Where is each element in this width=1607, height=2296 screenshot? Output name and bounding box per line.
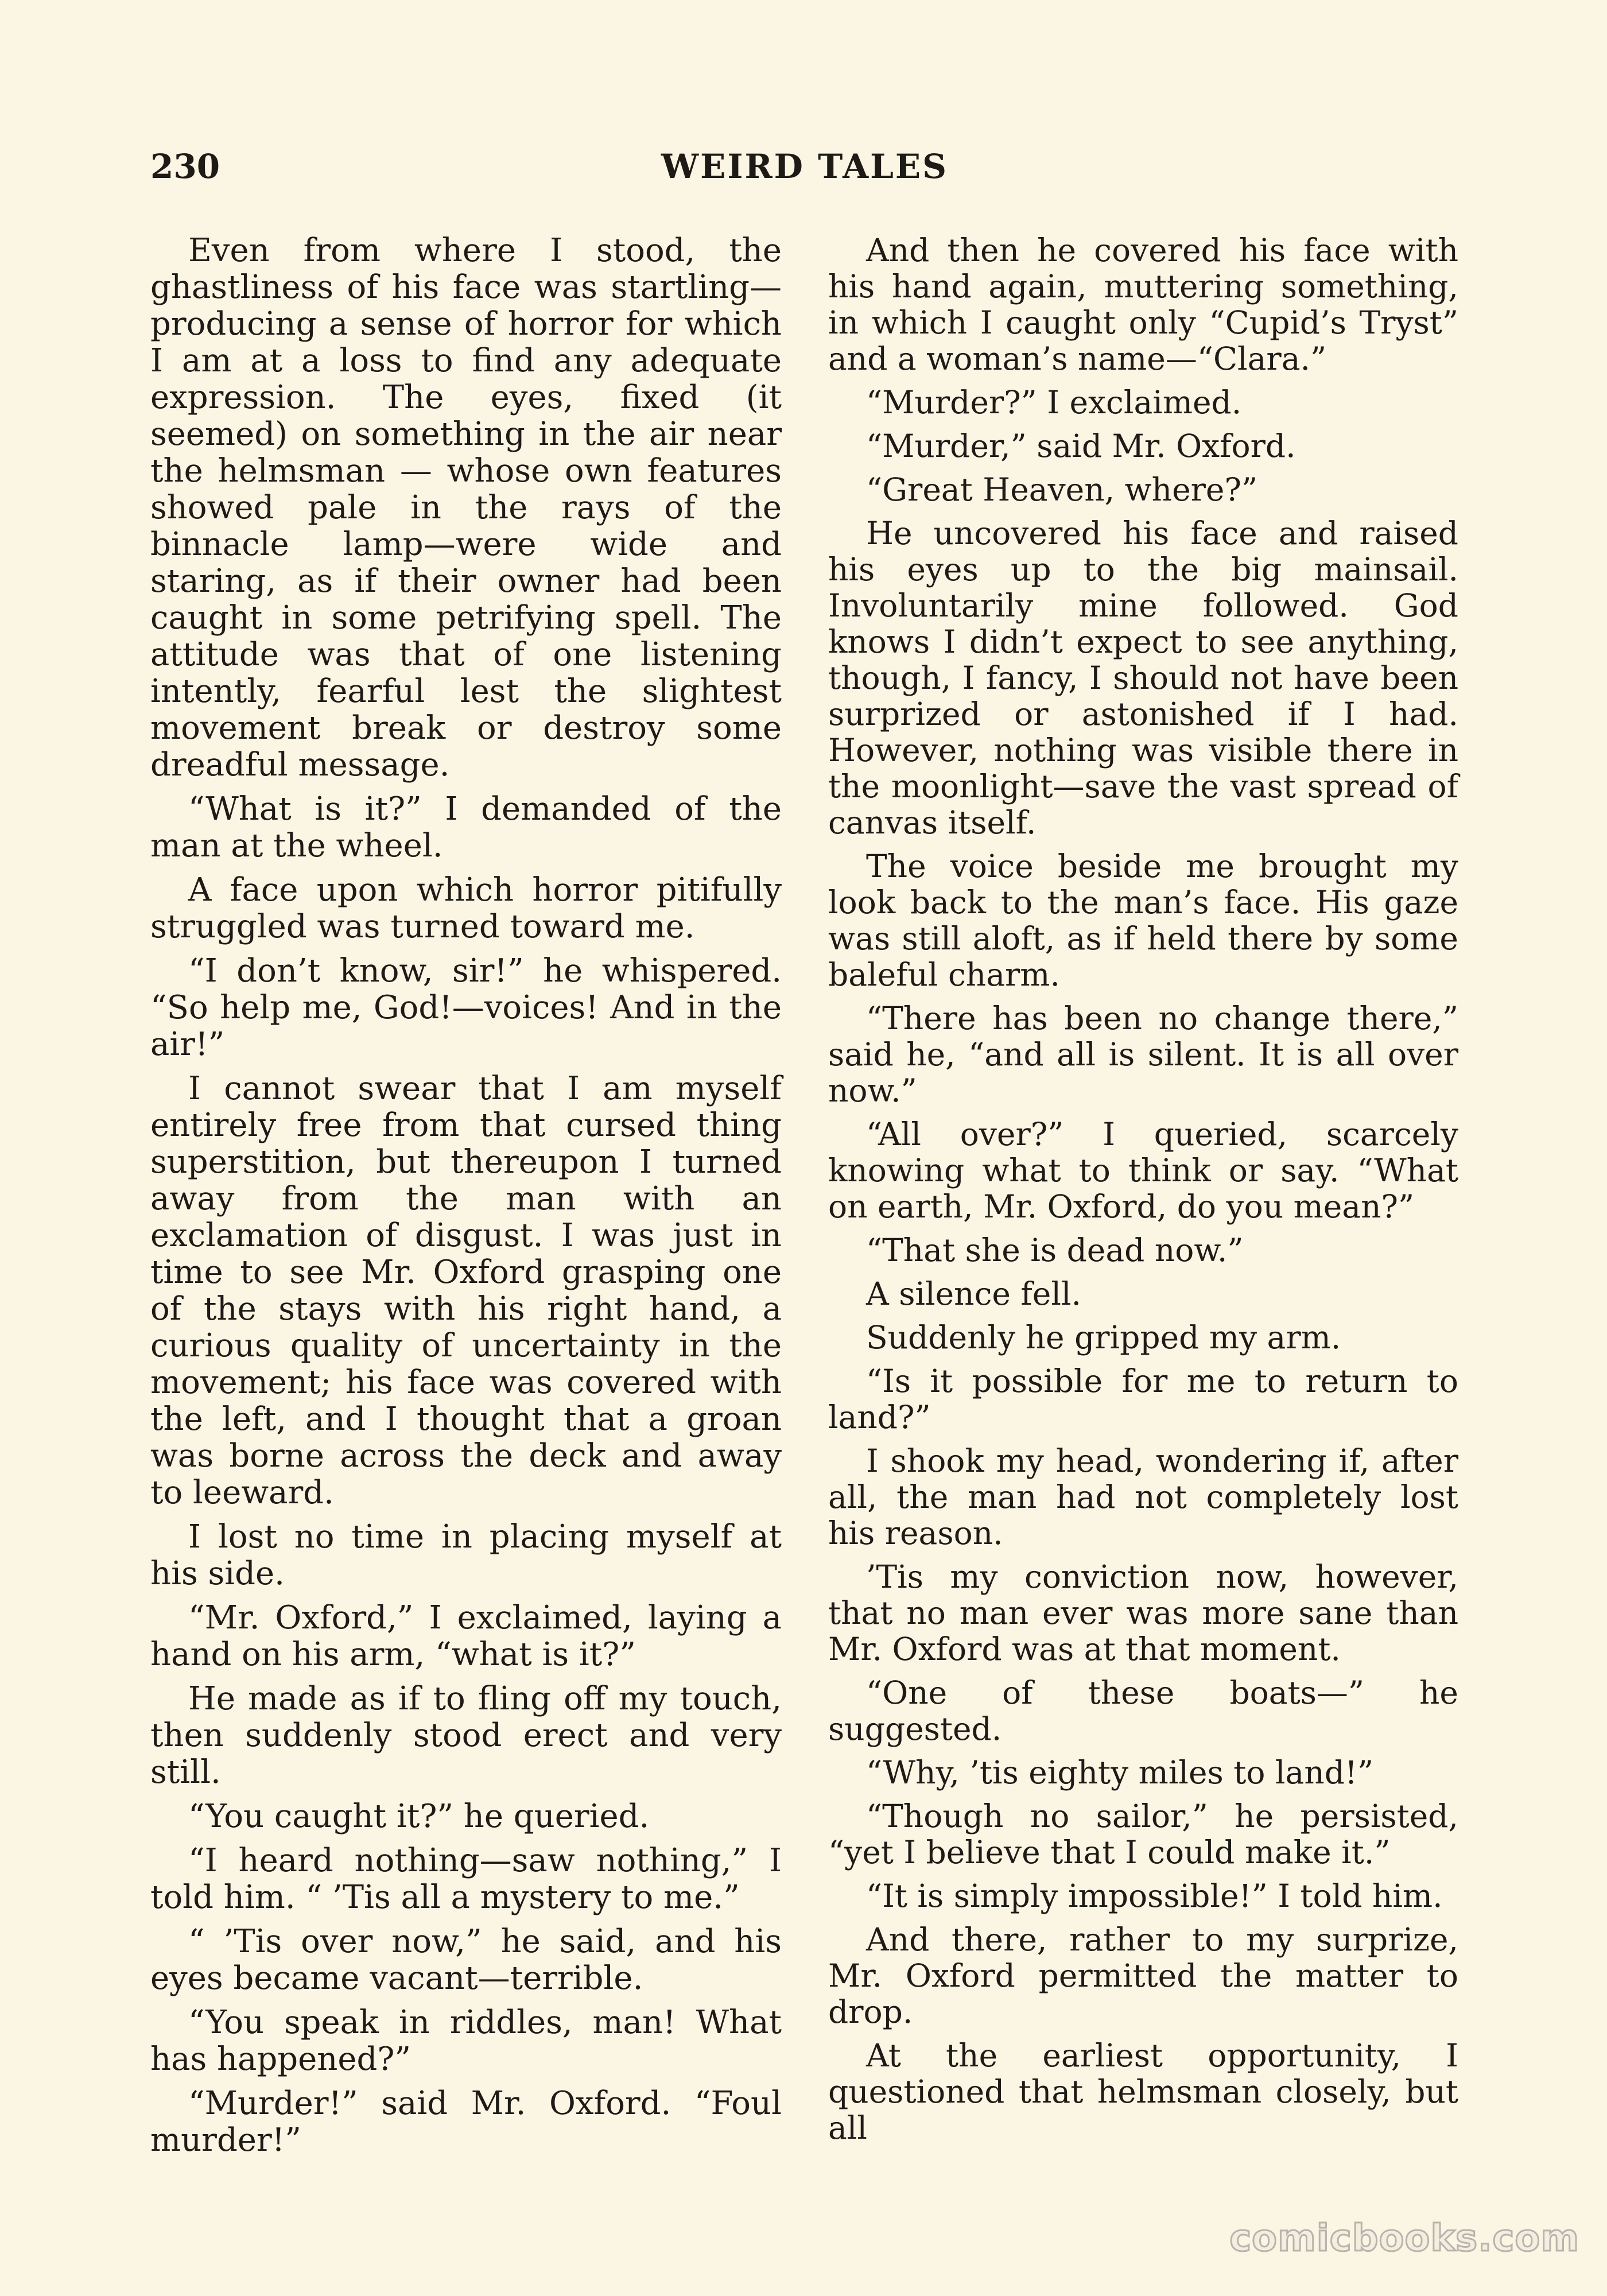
paragraph: “Murder!” said Mr. Oxford. “Foul murder!” [150, 2085, 782, 2159]
paragraph: “That she is dead now.” [866, 1232, 1244, 1269]
paragraph: I shook my head, wondering if, after all, the man had not completely lost his reason. [828, 1442, 1458, 1552]
paragraph: The voice beside me brought my look back to the man’s face. His gaze was still aloft, as if held there by some baleful charm. [828, 848, 1458, 993]
left-column [150, 232, 782, 2166]
paragraph: “You speak in riddles, man! What has happened?” [150, 2004, 782, 2078]
paragraph: “I don’t know, sir!” he whispered. “So help me, God!—voices! And in the air!” [150, 952, 782, 1063]
paragraph: “All over?” I queried, scarcely knowing what to think or say. “What on earth, Mr. Oxford, do you mean?” [828, 1116, 1458, 1225]
running-title: WEIRD TALES [661, 147, 949, 186]
page-number: 230 [150, 147, 220, 186]
paragraph: “What is it?” I demanded of the man at the wheel. [150, 790, 782, 864]
page-header [150, 144, 1459, 195]
paragraph: “Great Heaven, where?” [866, 471, 1258, 508]
paragraph: A face upon which horror pitifully struggled was turned toward me. [150, 871, 782, 945]
right-column [828, 232, 1458, 2154]
paragraph: I lost no time in placing myself at his side. [150, 1518, 782, 1592]
paragraph: “There has been no change there,” said he, “and all is silent. It is all over now.” [828, 1000, 1458, 1109]
paragraph: “You caught it?” he queried. [188, 1798, 650, 1835]
paragraph: “Murder?” I exclaimed. [866, 384, 1242, 421]
paragraph: Even from where I stood, the ghastliness of his face was startling—producing a sense of horror for which I am at a loss to find any adequate expression. The eyes, fixed (it seemed) on something in the air near the helmsman — whose own features showed pale in the rays of the binnacle lamp—were wide and staring, as if their owner had been caught in some petrifying spell. The attitude was that of one listening intently, fearful lest the slightest movement break or destroy some dreadful message. [150, 232, 782, 784]
paragraph: “Murder,” said Mr. Oxford. [866, 428, 1296, 464]
paragraph: “Mr. Oxford,” I exclaimed, laying a hand on his arm, “what is it?” [150, 1599, 782, 1673]
paragraph: ’Tis my conviction now, however, that no man ever was more sane than Mr. Oxford was at that moment. [828, 1558, 1458, 1667]
paragraph: He made as if to fling off my touch, then suddenly stood erect and very still. [150, 1680, 782, 1791]
paragraph: “One of these boats—” he suggested. [828, 1674, 1458, 1747]
paragraph: A silence fell. [866, 1275, 1081, 1312]
paragraph: “It is simply impossible!” I told him. [866, 1878, 1443, 1914]
paragraph: I cannot swear that I am myself entirely free from that cursed thing superstition, but thereupon I turned away from the man with an exclamation of disgust. I was just in time to see Mr. Oxford grasping one of the stays with his right hand, a curious quality of uncertainty in the movement; his face was covered with the left, and I thought that a groan was borne across the deck and away to leeward. [150, 1070, 782, 1511]
paragraph: “I heard nothing—saw nothing,” I told him. “ ’Tis all a mystery to me.” [150, 1842, 782, 1916]
paragraph: “ ’Tis over now,” he said, and his eyes became vacant—terrible. [150, 1923, 782, 1997]
paragraph: And then he covered his face with his hand again, muttering something, in which I caught only “Cupid’s Tryst” and a woman’s name—“Clara.” [828, 232, 1458, 377]
paragraph: At the earliest opportunity, I questioned that helmsman closely, but all [828, 2037, 1458, 2146]
paragraph: “Why, ’tis eighty miles to land!” [866, 1754, 1374, 1791]
paragraph: “Is it possible for me to return to land?” [828, 1363, 1458, 1436]
paragraph: And there, rather to my surprize, Mr. Oxford permitted the matter to drop. [828, 1921, 1458, 2030]
paragraph: Suddenly he gripped my arm. [866, 1319, 1341, 1356]
paragraph: He uncovered his face and raised his eyes up to the big mainsail. Involuntarily mine followed. God knows I didn’t expect to see anything, though, I fancy, I should not have been surprized or astonished if I had. However, nothing was visible there in the moonlight—save the vast spread of canvas itself. [828, 515, 1458, 841]
paragraph: “Though no sailor,” he persisted, “yet I believe that I could make it.” [828, 1798, 1458, 1871]
watermark: comicbooks.com [1229, 2217, 1579, 2260]
